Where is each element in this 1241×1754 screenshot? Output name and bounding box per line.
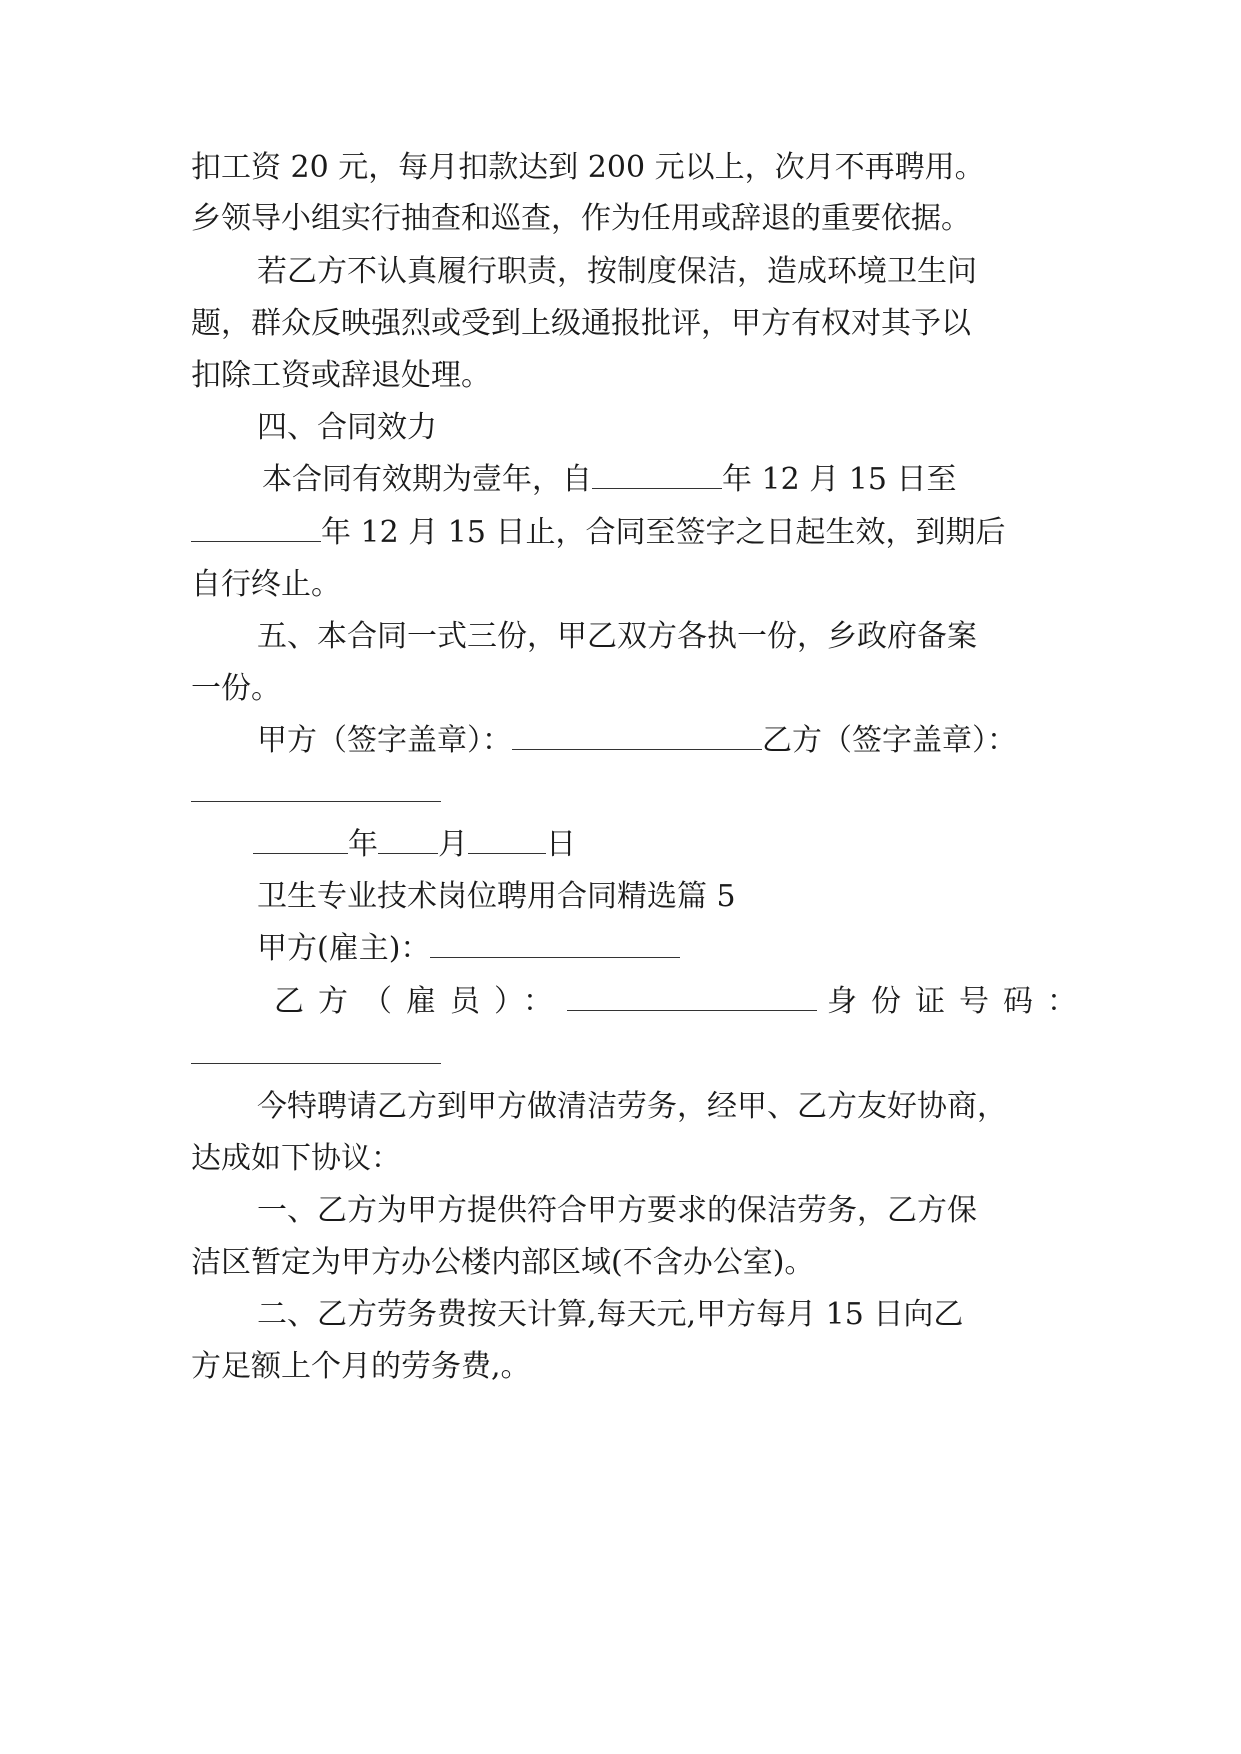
validity-line-1: 本合同有效期为壹年，自 年 12 月 15 日至: [262, 462, 957, 497]
year-blank: [253, 827, 348, 854]
section-heading: 四、合同效力: [257, 410, 437, 445]
text-line: 乡领导小组实行抽查和巡查，作为任用或辞退的重要依据。: [191, 201, 971, 236]
party-a-signature-label: 甲方（签字盖章）：: [257, 723, 512, 758]
party-b-signature-blank: [191, 775, 441, 802]
text-line: 题，群众反映强烈或受到上级通报批评，甲方有权对其予以: [191, 306, 971, 341]
party-a-signature-blank: [512, 723, 762, 750]
text-line: 若乙方不认真履行职责，按制度保洁，造成环境卫生问: [257, 254, 977, 289]
fill-blank: [191, 515, 321, 542]
day-blank: [468, 827, 546, 854]
text-line: 二、乙方劳务费按天计算,每天元,甲方每月 15 日向乙: [257, 1297, 964, 1332]
text-line: 自行终止。: [191, 567, 341, 602]
text-line: 达成如下协议：: [191, 1141, 401, 1176]
id-number-blank: [191, 1037, 441, 1064]
validity-line-2: 年 12 月 15 日止，合同至签字之日起生效，到期后: [191, 511, 1006, 555]
text-line: 扣除工资或辞退处理。: [191, 358, 491, 393]
text-line: 方足额上个月的劳务费,。: [191, 1349, 531, 1384]
employer-line: 甲方(雇主)：: [257, 927, 680, 971]
text-line: 一份。: [191, 671, 281, 706]
text-line: 洁区暂定为甲方办公楼内部区域(不含办公室)。: [191, 1245, 815, 1280]
text-line: 一、乙方为甲方提供符合甲方要求的保洁劳务，乙方保: [257, 1193, 977, 1228]
signature-line-cont: [191, 771, 441, 815]
employee-line: 乙方（雇员）： 身份证号码：: [274, 984, 1091, 1019]
date-line: 年 月 日: [253, 823, 576, 867]
month-blank: [378, 827, 438, 854]
section-title: 卫生专业技术岗位聘用合同精选篇 5: [257, 879, 736, 914]
text-line: 五、本合同一式三份，甲乙双方各执一份，乡政府备案: [257, 619, 977, 654]
id-number-line: [191, 1033, 441, 1077]
employee-blank: [567, 984, 817, 1011]
fill-blank: [592, 462, 722, 489]
signature-line: [257, 719, 1017, 763]
party-b-signature-label: 乙方（签字盖章）：: [762, 723, 1017, 758]
text-line: 今特聘请乙方到甲方做清洁劳务，经甲、乙方友好协商，: [257, 1089, 1007, 1124]
text-line: 扣工资 20 元，每月扣款达到 200 元以上，次月不再聘用。: [191, 150, 985, 185]
employer-blank: [430, 931, 680, 958]
